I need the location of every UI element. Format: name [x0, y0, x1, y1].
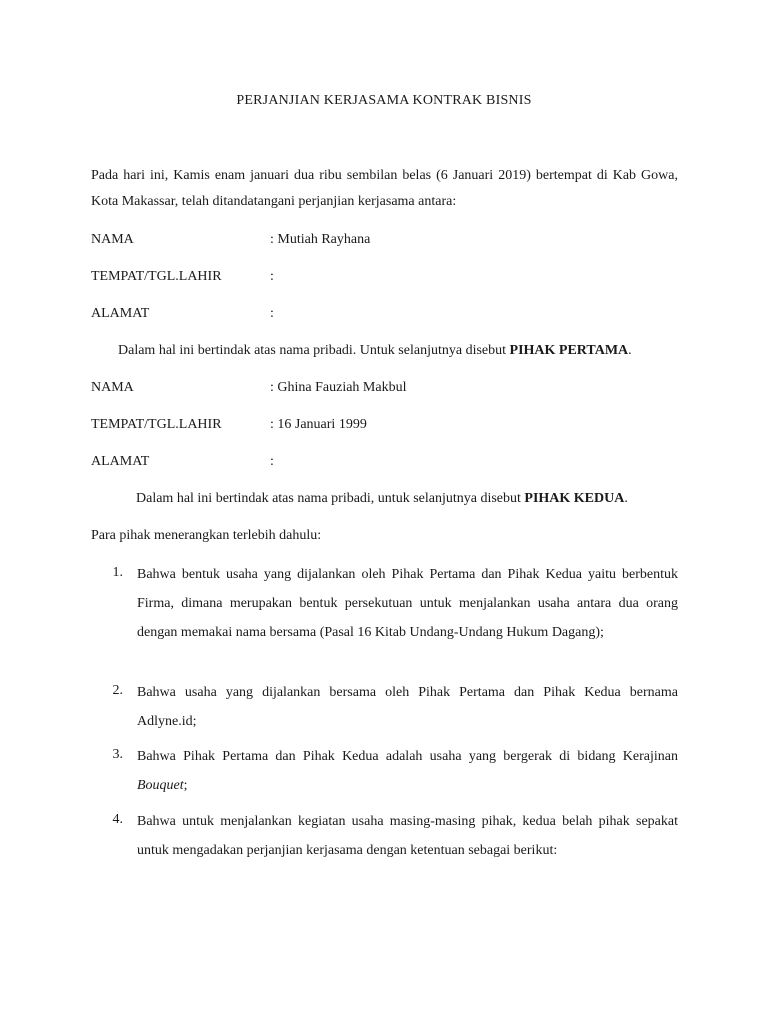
- list-item-number: 2.: [112, 683, 123, 698]
- party2-address-label: ALAMAT: [91, 454, 150, 469]
- document-title: PERJANJIAN KERJASAMA KONTRAK BISNIS: [236, 93, 532, 108]
- party1-statement-end: .: [628, 343, 632, 358]
- list-item-text: Bahwa untuk menjalankan kegiatan usaha masing-masing pihak, kedua belah pihak sepakat untuk mengadakan perjanjian kerjasama dengan ketentuan sebagai berikut:: [137, 814, 678, 858]
- party1-statement: [118, 343, 632, 359]
- list-item-italic: Bouquet: [137, 778, 184, 793]
- party1-name-label: NAMA: [91, 232, 134, 247]
- list-item-text-main: Bahwa Pihak Pertama dan Pihak Kedua adalah usaha yang bergerak di bidang Kerajinan: [137, 749, 678, 764]
- party2-statement-text: Dalam hal ini bertindak atas nama pribadi, untuk selanjutnya disebut: [136, 491, 525, 506]
- list-item-number: 4.: [112, 812, 123, 827]
- party2-birth-label: TEMPAT/TGL.LAHIR: [91, 417, 222, 432]
- list-item-text: Bahwa bentuk usaha yang dijalankan oleh Pihak Pertama dan Pihak Kedua yaitu berbentuk Firma, dimana merupakan bentuk persekutuan untuk menjalankan usaha antara dua orang dengan memakai nama bersama (Pasal 16 Kitab Undang-Undang Hukum Dagang);: [137, 567, 678, 640]
- party1-birth-value: :: [270, 269, 274, 284]
- party2-designation: PIHAK KEDUA: [524, 491, 625, 506]
- party2-name-value: : Ghina Fauziah Makbul: [270, 380, 407, 395]
- list-item-text: Bahwa usaha yang dijalankan bersama oleh Pihak Pertama dan Pihak Kedua bernama Adlyne.id;: [137, 685, 678, 729]
- party1-birth-label: TEMPAT/TGL.LAHIR: [91, 269, 222, 284]
- party1-address-label: ALAMAT: [91, 306, 150, 321]
- party1-statement-text: Dalam hal ini bertindak atas nama pribadi. Untuk selanjutnya disebut: [118, 343, 510, 358]
- party2-statement: [136, 491, 628, 507]
- party1-address-value: :: [270, 306, 274, 321]
- party1-designation: PIHAK PERTAMA: [509, 343, 629, 358]
- party2-name-label: NAMA: [91, 380, 134, 395]
- preamble: Para pihak menerangkan terlebih dahulu:: [91, 528, 322, 543]
- list-item-number: 3.: [112, 747, 123, 762]
- list-item-text-after: ;: [183, 778, 188, 793]
- list-item-text: [137, 742, 678, 800]
- party2-birth-value: : 16 Januari 1999: [270, 417, 367, 432]
- party2-statement-end: .: [624, 491, 628, 506]
- party2-address-value: :: [270, 454, 274, 469]
- list-item-number: 1.: [112, 565, 123, 580]
- party1-name-value: : Mutiah Rayhana: [270, 232, 371, 247]
- intro-paragraph: Pada hari ini, Kamis enam januari dua ribu sembilan belas (6 Januari 2019) bertempat di Kab Gowa, Kota Makassar, telah ditandatangani perjanjian kerjasama antara:: [91, 168, 678, 209]
